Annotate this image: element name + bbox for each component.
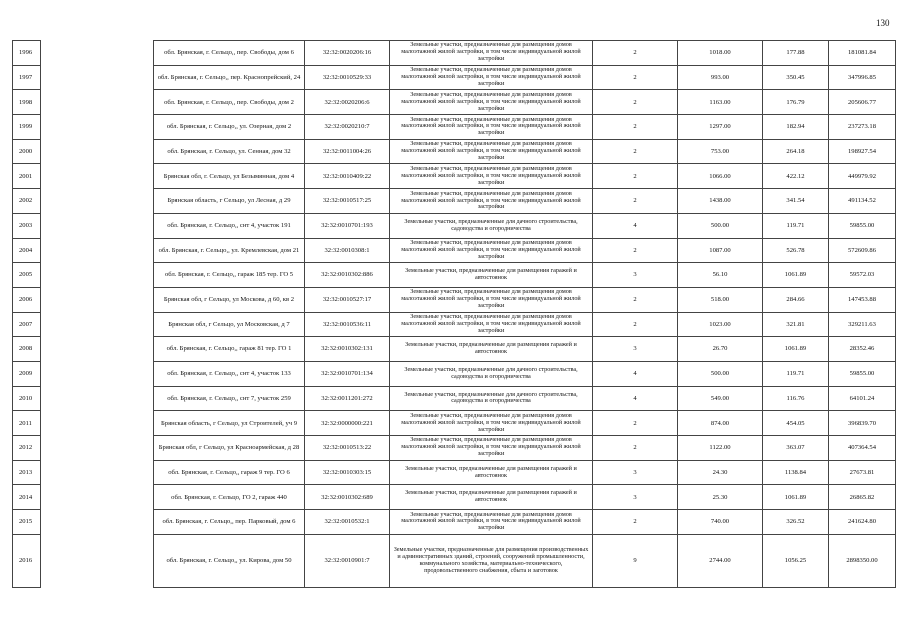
land-use-cell: Земельные участки, предназначенные для размещения гаражей и автостоянок: [390, 263, 593, 288]
row-number-cell: 2016: [13, 534, 41, 587]
group-cell: 2: [593, 287, 678, 312]
row-number-cell: 1999: [13, 115, 41, 140]
cadastral-number-cell: 32:32:0010302:886: [305, 263, 390, 288]
row-number-cell: 2015: [13, 510, 41, 535]
cadastral-number-cell: 32:32:0010308:1: [305, 238, 390, 263]
land-use-cell: Земельные участки, предназначенные для размещения домов малоэтажной жилой застройки, в том числе индивидуальной жилой застройки: [390, 90, 593, 115]
cadastral-number-cell: 32:32:0010901:7: [305, 534, 390, 587]
area-cell: 26.70: [678, 337, 763, 362]
cadastral-number-cell: 32:32:0010527:17: [305, 287, 390, 312]
row-number-cell: 2007: [13, 312, 41, 337]
cadastral-number-cell: 32:32:0011201:272: [305, 386, 390, 411]
area-cell: 1066.00: [678, 164, 763, 189]
address-cell: обл. Брянская, г. Сельцо,, снт 7, участок 259: [154, 386, 305, 411]
group-cell: 2: [593, 238, 678, 263]
cadastral-value-cell: 64101.24: [829, 386, 896, 411]
area-cell: 1023.00: [678, 312, 763, 337]
row-number-cell: 2011: [13, 411, 41, 436]
cadastral-number-cell: 32:32:0020210:7: [305, 115, 390, 140]
specific-value-cell: 321.81: [763, 312, 829, 337]
area-cell: 1122.00: [678, 436, 763, 461]
table-row: [13, 485, 896, 510]
table-row: [13, 41, 896, 66]
row-number-cell: 1996: [13, 41, 41, 66]
address-cell: обл. Брянская, г. Сельцо,, гараж 185 тер. ГО 5: [154, 263, 305, 288]
cadastral-value-cell: 572609.86: [829, 238, 896, 263]
table-row: [13, 386, 896, 411]
table-row: [13, 510, 896, 535]
table-row: [13, 312, 896, 337]
cadastral-value-cell: 27673.81: [829, 460, 896, 485]
area-cell: 993.00: [678, 65, 763, 90]
area-cell: 549.00: [678, 386, 763, 411]
spacer-cell: [41, 164, 154, 189]
row-number-cell: 2014: [13, 485, 41, 510]
area-cell: 740.00: [678, 510, 763, 535]
spacer-cell: [41, 65, 154, 90]
cadastral-number-cell: 32:32:0010517:25: [305, 189, 390, 214]
table-row: [13, 411, 896, 436]
spacer-cell: [41, 238, 154, 263]
area-cell: 24.30: [678, 460, 763, 485]
land-use-cell: Земельные участки, предназначенные для размещения домов малоэтажной жилой застройки, в том числе индивидуальной жилой застройки: [390, 115, 593, 140]
area-cell: 500.00: [678, 361, 763, 386]
spacer-cell: [41, 263, 154, 288]
cadastral-value-cell: 59855.00: [829, 361, 896, 386]
address-cell: обл. Брянская, г. Сельцо,, ул. Кремлевская, дом 21: [154, 238, 305, 263]
specific-value-cell: 116.76: [763, 386, 829, 411]
group-cell: 3: [593, 485, 678, 510]
cadastral-number-cell: 32:32:0010529:33: [305, 65, 390, 90]
land-use-cell: Земельные участки, предназначенные для размещения домов малоэтажной жилой застройки, в том числе индивидуальной жилой застройки: [390, 287, 593, 312]
area-cell: 1018.00: [678, 41, 763, 66]
spacer-cell: [41, 90, 154, 115]
specific-value-cell: 1061.89: [763, 485, 829, 510]
address-cell: Брянская обл, г Сельцо, ул Красноармейская, д 28: [154, 436, 305, 461]
cadastral-value-cell: 396839.70: [829, 411, 896, 436]
cadastral-value-cell: 147453.88: [829, 287, 896, 312]
group-cell: 4: [593, 386, 678, 411]
land-use-cell: Земельные участки, предназначенные для размещения домов малоэтажной жилой застройки, в том числе индивидуальной жилой застройки: [390, 312, 593, 337]
area-cell: 518.00: [678, 287, 763, 312]
spacer-cell: [41, 411, 154, 436]
land-use-cell: Земельные участки, предназначенные для дачного строительства, садоводства и огородничества: [390, 386, 593, 411]
specific-value-cell: 326.52: [763, 510, 829, 535]
row-number-cell: 2013: [13, 460, 41, 485]
specific-value-cell: 1061.89: [763, 263, 829, 288]
address-cell: обл. Брянская, г. Сельцо,, пер. Свободы, дом 6: [154, 41, 305, 66]
table-row: [13, 263, 896, 288]
address-cell: Брянская область, г Сельцо, ул Строителей, уч 9: [154, 411, 305, 436]
table-row: [13, 164, 896, 189]
group-cell: 4: [593, 213, 678, 238]
cadastral-value-cell: 181081.84: [829, 41, 896, 66]
row-number-cell: 2008: [13, 337, 41, 362]
spacer-cell: [41, 386, 154, 411]
group-cell: 2: [593, 411, 678, 436]
specific-value-cell: 350.45: [763, 65, 829, 90]
group-cell: 3: [593, 337, 678, 362]
row-number-cell: 2010: [13, 386, 41, 411]
spacer-cell: [41, 460, 154, 485]
group-cell: 2: [593, 164, 678, 189]
cadastral-value-cell: 241624.80: [829, 510, 896, 535]
spacer-cell: [41, 312, 154, 337]
cadastral-number-cell: 32:32:0010302:689: [305, 485, 390, 510]
land-use-cell: Земельные участки, предназначенные для дачного строительства, садоводства и огородничества: [390, 361, 593, 386]
row-number-cell: 2001: [13, 164, 41, 189]
cadastral-value-cell: 407364.54: [829, 436, 896, 461]
area-cell: 25.30: [678, 485, 763, 510]
spacer-cell: [41, 287, 154, 312]
land-use-cell: Земельные участки, предназначенные для размещения домов малоэтажной жилой застройки, в том числе индивидуальной жилой застройки: [390, 164, 593, 189]
cadastral-value-cell: 26865.82: [829, 485, 896, 510]
address-cell: обл. Брянская, г. Сельцо, ул. Сенная, дом 32: [154, 139, 305, 164]
specific-value-cell: 454.05: [763, 411, 829, 436]
specific-value-cell: 176.79: [763, 90, 829, 115]
land-use-cell: Земельные участки, предназначенные для размещения домов малоэтажной жилой застройки, в том числе индивидуальной жилой застройки: [390, 238, 593, 263]
table-row: [13, 361, 896, 386]
area-cell: 1438.00: [678, 189, 763, 214]
group-cell: 2: [593, 436, 678, 461]
address-cell: Брянская обл, г Сельцо, ул Москова, д 60, кв 2: [154, 287, 305, 312]
address-cell: обл. Брянская, г. Сельцо,, ул. Озерная, дом 2: [154, 115, 305, 140]
cadastral-value-table: [12, 40, 896, 588]
land-use-cell: Земельные участки, предназначенные для размещения домов малоэтажной жилой застройки, в том числе индивидуальной жилой застройки: [390, 411, 593, 436]
group-cell: 2: [593, 65, 678, 90]
specific-value-cell: 1061.89: [763, 337, 829, 362]
cadastral-number-cell: 32:32:0010409:22: [305, 164, 390, 189]
spacer-cell: [41, 485, 154, 510]
group-cell: 2: [593, 139, 678, 164]
cadastral-value-cell: 491134.52: [829, 189, 896, 214]
group-cell: 2: [593, 189, 678, 214]
specific-value-cell: 182.94: [763, 115, 829, 140]
spacer-cell: [41, 361, 154, 386]
table-row: [13, 65, 896, 90]
address-cell: Брянская обл, г. Сельцо, ул Безымянная, дом 4: [154, 164, 305, 189]
row-number-cell: 2002: [13, 189, 41, 214]
table-row: [13, 534, 896, 587]
address-cell: обл. Брянская, г. Сельцо,, пер. Свободы, дом 2: [154, 90, 305, 115]
cadastral-value-cell: 28352.46: [829, 337, 896, 362]
row-number-cell: 2003: [13, 213, 41, 238]
address-cell: обл. Брянская, г. Сельцо,, ул. Кирова, дом 50: [154, 534, 305, 587]
area-cell: 2744.00: [678, 534, 763, 587]
cadastral-value-cell: 59855.00: [829, 213, 896, 238]
table-row: [13, 213, 896, 238]
area-cell: 1087.00: [678, 238, 763, 263]
row-number-cell: 2004: [13, 238, 41, 263]
cadastral-number-cell: 32:32:0010532:1: [305, 510, 390, 535]
spacer-cell: [41, 41, 154, 66]
address-cell: обл. Брянская, г. Сельцо, ГО 2, гараж 440: [154, 485, 305, 510]
cadastral-number-cell: 32:32:0011004:26: [305, 139, 390, 164]
row-number-cell: 2012: [13, 436, 41, 461]
page-number: 130: [876, 18, 890, 28]
row-number-cell: 2009: [13, 361, 41, 386]
table-row: [13, 139, 896, 164]
land-use-cell: Земельные участки, предназначенные для размещения гаражей и автостоянок: [390, 460, 593, 485]
area-cell: 753.00: [678, 139, 763, 164]
cadastral-number-cell: 32:32:0000000:221: [305, 411, 390, 436]
cadastral-number-cell: 32:32:0010701:134: [305, 361, 390, 386]
land-use-cell: Земельные участки, предназначенные для размещения гаражей и автостоянок: [390, 337, 593, 362]
specific-value-cell: 119.71: [763, 361, 829, 386]
land-use-cell: Земельные участки, предназначенные для размещения гаражей и автостоянок: [390, 485, 593, 510]
spacer-cell: [41, 534, 154, 587]
land-use-cell: Земельные участки, предназначенные для размещения домов малоэтажной жилой застройки, в том числе индивидуальной жилой застройки: [390, 189, 593, 214]
land-use-cell: Земельные участки, предназначенные для размещения домов малоэтажной жилой застройки, в том числе индивидуальной жилой застройки: [390, 41, 593, 66]
spacer-cell: [41, 436, 154, 461]
specific-value-cell: 1138.84: [763, 460, 829, 485]
address-cell: обл. Брянская, г. Сельцо,, гараж 9 тер. ГО 6: [154, 460, 305, 485]
group-cell: 2: [593, 41, 678, 66]
cadastral-value-cell: 449979.92: [829, 164, 896, 189]
group-cell: 4: [593, 361, 678, 386]
land-use-cell: Земельные участки, предназначенные для размещения домов малоэтажной жилой застройки, в том числе индивидуальной жилой застройки: [390, 65, 593, 90]
address-cell: обл. Брянская, г. Сельцо,, снт 4, участок 191: [154, 213, 305, 238]
cadastral-number-cell: 32:32:0010303:15: [305, 460, 390, 485]
area-cell: 500.00: [678, 213, 763, 238]
address-cell: Брянская область, г Сельцо, ул Лесная, д 29: [154, 189, 305, 214]
specific-value-cell: 363.07: [763, 436, 829, 461]
group-cell: 3: [593, 460, 678, 485]
land-use-cell: Земельные участки, предназначенные для размещения домов малоэтажной жилой застройки, в том числе индивидуальной жилой застройки: [390, 436, 593, 461]
specific-value-cell: 177.88: [763, 41, 829, 66]
group-cell: 2: [593, 90, 678, 115]
area-cell: 56.10: [678, 263, 763, 288]
cadastral-number-cell: 32:32:0020206:16: [305, 41, 390, 66]
group-cell: 2: [593, 312, 678, 337]
table-row: [13, 189, 896, 214]
spacer-cell: [41, 510, 154, 535]
cadastral-number-cell: 32:32:0010302:131: [305, 337, 390, 362]
table-row: [13, 115, 896, 140]
cadastral-value-cell: 329211.63: [829, 312, 896, 337]
specific-value-cell: 422.12: [763, 164, 829, 189]
spacer-cell: [41, 189, 154, 214]
row-number-cell: 1997: [13, 65, 41, 90]
row-number-cell: 2000: [13, 139, 41, 164]
address-cell: Брянская обл, г Сельцо, ул Московская, д 7: [154, 312, 305, 337]
group-cell: 2: [593, 115, 678, 140]
cadastral-value-cell: 198927.54: [829, 139, 896, 164]
group-cell: 2: [593, 510, 678, 535]
cadastral-value-cell: 205606.77: [829, 90, 896, 115]
cadastral-value-cell: 347996.85: [829, 65, 896, 90]
group-cell: 9: [593, 534, 678, 587]
cadastral-number-cell: 32:32:0010701:193: [305, 213, 390, 238]
table-row: [13, 238, 896, 263]
cadastral-value-cell: 2898350.00: [829, 534, 896, 587]
address-cell: обл. Брянская, г. Сельцо,, пер. Краснопрейский, 24: [154, 65, 305, 90]
area-cell: 1163.00: [678, 90, 763, 115]
area-cell: 874.00: [678, 411, 763, 436]
cadastral-number-cell: 32:32:0010536:11: [305, 312, 390, 337]
land-use-cell: Земельные участки, предназначенные для размещения домов малоэтажной жилой застройки, в том числе индивидуальной жилой застройки: [390, 139, 593, 164]
table-row: [13, 337, 896, 362]
cadastral-number-cell: 32:32:0010513:22: [305, 436, 390, 461]
land-use-cell: Земельные участки, предназначенные для размещения производственных и административных зданий, строений, сооружений промышленности, коммунального хозяйства, материально-технического, продовольственного снабжения, сбыта и заготовок: [390, 534, 593, 587]
land-use-cell: Земельные участки, предназначенные для дачного строительства, садоводства и огородничества: [390, 213, 593, 238]
address-cell: обл. Брянская, г. Сельцо,, пер. Парковый, дом 6: [154, 510, 305, 535]
specific-value-cell: 284.66: [763, 287, 829, 312]
cadastral-value-cell: 237273.18: [829, 115, 896, 140]
row-number-cell: 2005: [13, 263, 41, 288]
spacer-cell: [41, 213, 154, 238]
address-cell: обл. Брянская, г. Сельцо,, гараж 81 тер. ГО 1: [154, 337, 305, 362]
table-row: [13, 287, 896, 312]
specific-value-cell: 341.54: [763, 189, 829, 214]
table-row: [13, 460, 896, 485]
row-number-cell: 1998: [13, 90, 41, 115]
land-use-cell: Земельные участки, предназначенные для размещения домов малоэтажной жилой застройки, в том числе индивидуальной жилой застройки: [390, 510, 593, 535]
specific-value-cell: 1056.25: [763, 534, 829, 587]
cadastral-number-cell: 32:32:0020206:6: [305, 90, 390, 115]
spacer-cell: [41, 337, 154, 362]
cadastral-value-cell: 59572.03: [829, 263, 896, 288]
address-cell: обл. Брянская, г. Сельцо,, снт 4, участок 133: [154, 361, 305, 386]
specific-value-cell: 526.78: [763, 238, 829, 263]
group-cell: 3: [593, 263, 678, 288]
spacer-cell: [41, 139, 154, 164]
spacer-cell: [41, 115, 154, 140]
specific-value-cell: 119.71: [763, 213, 829, 238]
specific-value-cell: 264.18: [763, 139, 829, 164]
row-number-cell: 2006: [13, 287, 41, 312]
area-cell: 1297.00: [678, 115, 763, 140]
table-row: [13, 90, 896, 115]
table-row: [13, 436, 896, 461]
